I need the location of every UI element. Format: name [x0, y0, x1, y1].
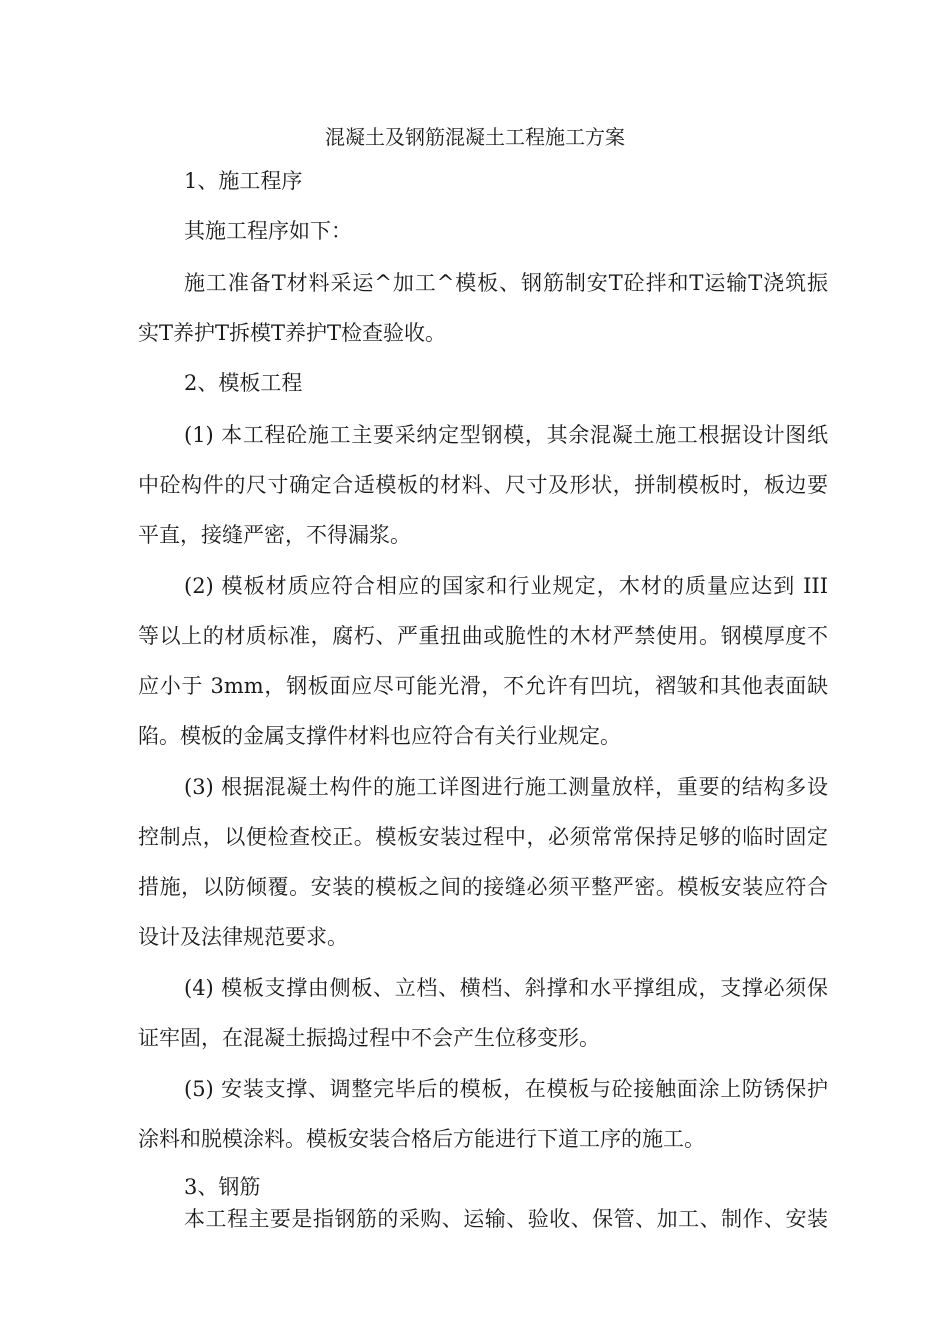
paragraph-line: 措施，以防倾覆。安装的模板之间的接缝必须平整严密。模板安装应符合: [138, 875, 828, 899]
paragraph-line: (3) 根据混凝土构件的施工详图进行施工测量放样，重要的结构多设: [184, 775, 828, 799]
paragraph-line: 设计及法律规范要求。: [138, 925, 348, 949]
paragraph-line: 实T养护T拆模T养护T检查验收。: [138, 321, 447, 345]
paragraph-line: 证牢固，在混凝土振捣过程中不会产生位移变形。: [138, 1026, 600, 1050]
paragraph-line: (2) 模板材质应符合相应的国家和行业规定，木材的质量应达到 III: [184, 574, 828, 598]
section-heading-2: 2、模板工程: [184, 371, 303, 395]
paragraph-line: 其施工程序如下：: [184, 219, 352, 243]
document-title: 混凝土及钢筋混凝土工程施工方案: [325, 125, 625, 149]
paragraph-line: 陷。模板的金属支撑件材料也应符合有关行业规定。: [138, 724, 621, 748]
section-heading-3: 3、钢筋: [184, 1175, 261, 1199]
paragraph-line: 应小于 3mm，钢板面应尽可能光滑，不允许有凹坑，褶皱和其他表面缺: [138, 674, 828, 698]
paragraph-line: 施工准备T材料采运^加工^模板、钢筋制安T砼拌和T运输T浇筑振: [184, 271, 828, 295]
paragraph-line: 控制点，以便检查校正。模板安装过程中，必须常常保持足够的临时固定: [138, 825, 828, 849]
paragraph-line: (5) 安装支撑、调整完毕后的模板，在模板与砼接触面涂上防锈保护: [184, 1077, 828, 1101]
section-heading-1: 1、施工程序: [184, 169, 303, 193]
paragraph-line: 等以上的材质标准，腐朽、严重扭曲或脆性的木材严禁使用。钢模厚度不: [138, 624, 828, 648]
paragraph-line: 平直，接缝严密，不得漏浆。: [138, 523, 411, 547]
paragraph-line: 涂料和脱模涂料。模板安装合格后方能进行下道工序的施工。: [138, 1127, 705, 1151]
paragraph-line: (1) 本工程砼施工主要采纳定型钢模，其余混凝土施工根据设计图纸: [184, 423, 828, 447]
paragraph-line: (4) 模板支撑由侧板、立档、横档、斜撑和水平撑组成，支撑必须保: [184, 976, 828, 1000]
paragraph-line: 中砼构件的尺寸确定合适模板的材料、尺寸及形状，拼制模板时，板边要: [138, 473, 828, 497]
paragraph-line: 本工程主要是指钢筋的采购、运输、验收、保管、加工、制作、安装: [184, 1207, 828, 1231]
